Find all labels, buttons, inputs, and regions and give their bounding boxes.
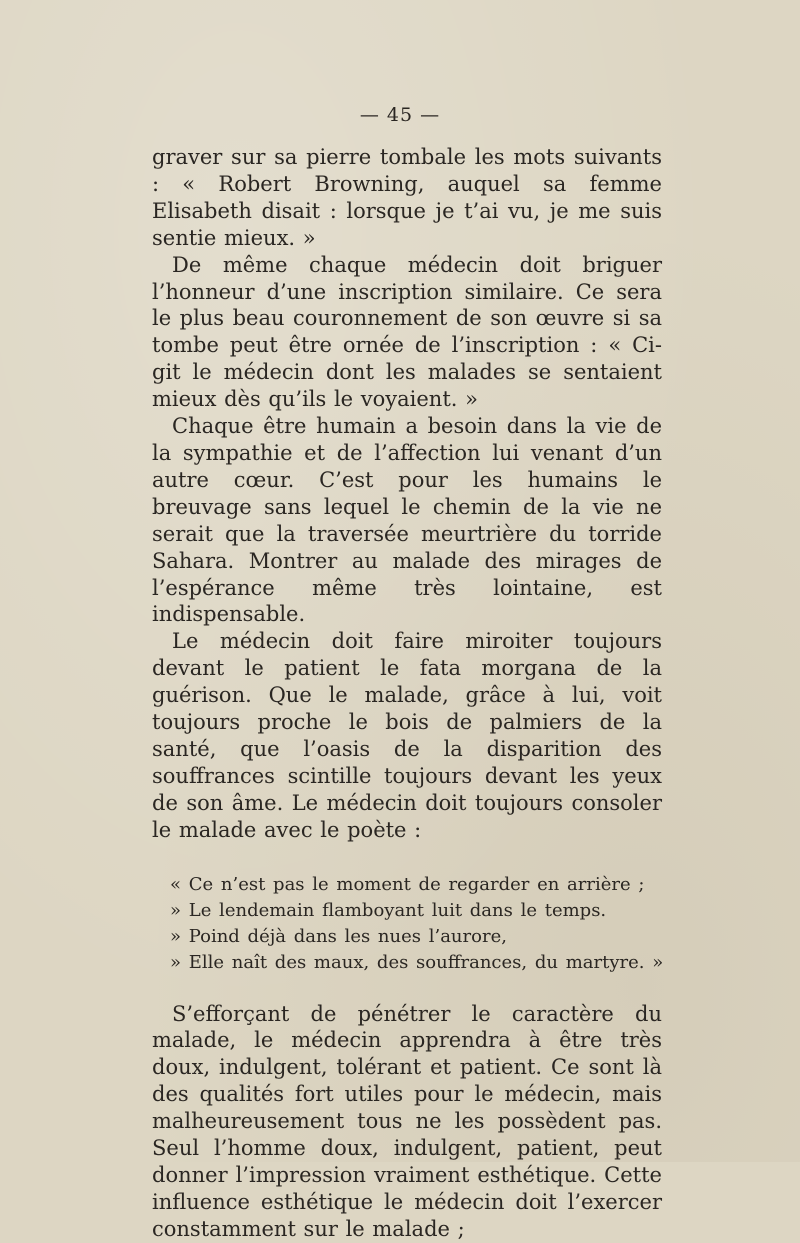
poem-line: « Ce n’est pas le moment de regarder en arrière ; — [170, 873, 645, 895]
poem-line: » Elle naît des maux, des souffrances, du martyre. » — [170, 951, 664, 973]
paragraph-closing: S’efforçant de pénétrer le caractère du malade, le médecin apprendra à être très doux, indulgent, tolérant et patient. Ce sont là des qualités fort utiles pour le médecin, mais malheureusement tous ne les possèdent pas. Seul l’homme doux, indulgent, patient, peut donner l’impression vraiment esthétique. Cette influence esthétique le médecin doit l’exercer constamment sur le malade ; — [152, 1001, 662, 1241]
poem-line: » Le lendemain flamboyant luit dans le temps. — [170, 899, 607, 921]
body-text — [152, 144, 662, 1243]
poem-quote — [170, 872, 662, 976]
page-number: — 45 — — [359, 104, 441, 126]
paragraph-fata-morgana: Le médecin doit faire miroiter toujours devant le patient le fata morgana de la guérison. Que le malade, grâce à lui, voit toujours proche le bois de palmiers de la santé, que l’oasis de la disparition des souffrances scintille toujours devant les yeux de son âme. Le médecin doit toujours consoler le malade avec le poète : — [152, 629, 662, 842]
paragraph-inscription: De même chaque médecin doit briguer l’honneur d’une inscription similaire. Ce sera le plus beau couronnement de son œuvre si sa tombe peut être ornée de l’inscription : « Ci-git le médecin dont les malades se sentaient mieux dès qu’ils le voyaient. » — [152, 252, 662, 412]
paragraph-continuation: graver sur sa pierre tombale les mots suivants : « Robert Browning, auquel sa femme Elisabeth disait : lorsque je t’ai vu, je me suis sentie mieux. » — [152, 145, 662, 250]
paragraph-sympathy: Chaque être humain a besoin dans la vie de la sympathie et de l’affection lui venant d’un autre cœur. C’est pour les humains le breuvage sans lequel le chemin de la vie ne serait que la traversée meurtrière du torride Sahara. Montrer au malade des mirages de l’espérance même très lointaine, est indispensable. — [152, 414, 662, 627]
poem-line: » Poind déjà dans les nues l’aurore, — [170, 925, 507, 947]
